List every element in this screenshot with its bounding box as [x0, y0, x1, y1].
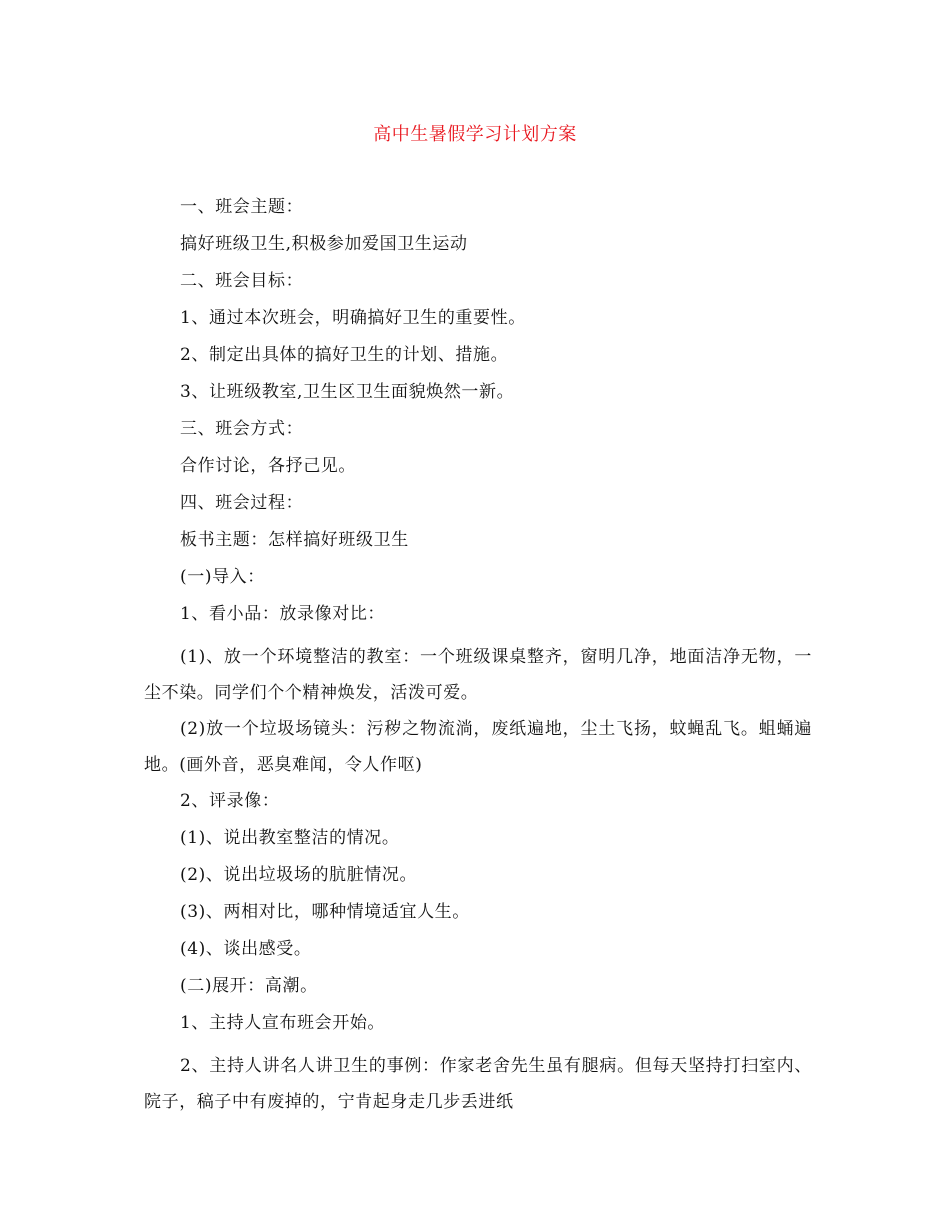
document-title: 高中生暑假学习计划方案	[373, 124, 577, 145]
subsection-heading-intro: (一)导入：	[180, 567, 265, 587]
section-heading-method: 三、班会方式：	[180, 419, 304, 439]
subsection-heading-develop: (二)展开：高潮。	[180, 976, 318, 996]
section-heading-theme: 一、班会主题：	[180, 197, 304, 217]
list-item-goal-3: 3、让班级教室,卫生区卫生面貌焕然一新。	[180, 382, 515, 402]
list-item-goal-2: 2、制定出具体的搞好卫生的计划、措施。	[180, 345, 509, 365]
paragraph-theme-text: 搞好班级卫生,积极参加爱国卫生运动	[180, 234, 468, 254]
list-item-review-1: (1)、说出教室整洁的情况。	[180, 828, 400, 848]
paragraph-host-story: 2、主持人讲名人讲卫生的事例：作家老舍先生虽有腿病。但每天坚持打扫室内、院子，稿子中有废掉的，宁肯起身走几步丢进纸	[144, 1056, 812, 1112]
section-heading-process: 四、班会过程：	[180, 493, 304, 513]
list-item-skit: 1、看小品：放录像对比：	[180, 604, 386, 624]
list-item-host-open: 1、主持人宣布班会开始。	[180, 1013, 386, 1033]
list-item-review-4: (4)、谈出感受。	[180, 939, 312, 959]
paragraph-garbage-dump: (2)放一个垃圾场镜头：污秽之物流淌，废纸遍地，尘土飞扬，蚊蝇乱飞。蛆蛹遍地。(画外音，恶臭难闻，令人作呕)	[144, 719, 812, 775]
list-item-goal-1: 1、通过本次班会，明确搞好卫生的重要性。	[180, 308, 526, 328]
section-heading-goals: 二、班会目标：	[180, 271, 304, 291]
paragraph-clean-classroom: (1)、放一个环境整洁的教室：一个班级课桌整齐，窗明几净，地面洁净无物，一尘不染。同学们个个精神焕发，活泼可爱。	[144, 647, 812, 703]
list-item-review-2: (2)、说出垃圾场的肮脏情况。	[180, 865, 418, 885]
paragraph-method-text: 合作讨论，各抒己见。	[180, 456, 356, 476]
document-body	[144, 195, 812, 1126]
list-item-review-3: (3)、两相对比，哪种情境适宜人生。	[180, 902, 470, 922]
list-item-review: 2、评录像：	[180, 791, 280, 811]
paragraph-board-topic: 板书主题：怎样搞好班级卫生	[180, 530, 409, 550]
